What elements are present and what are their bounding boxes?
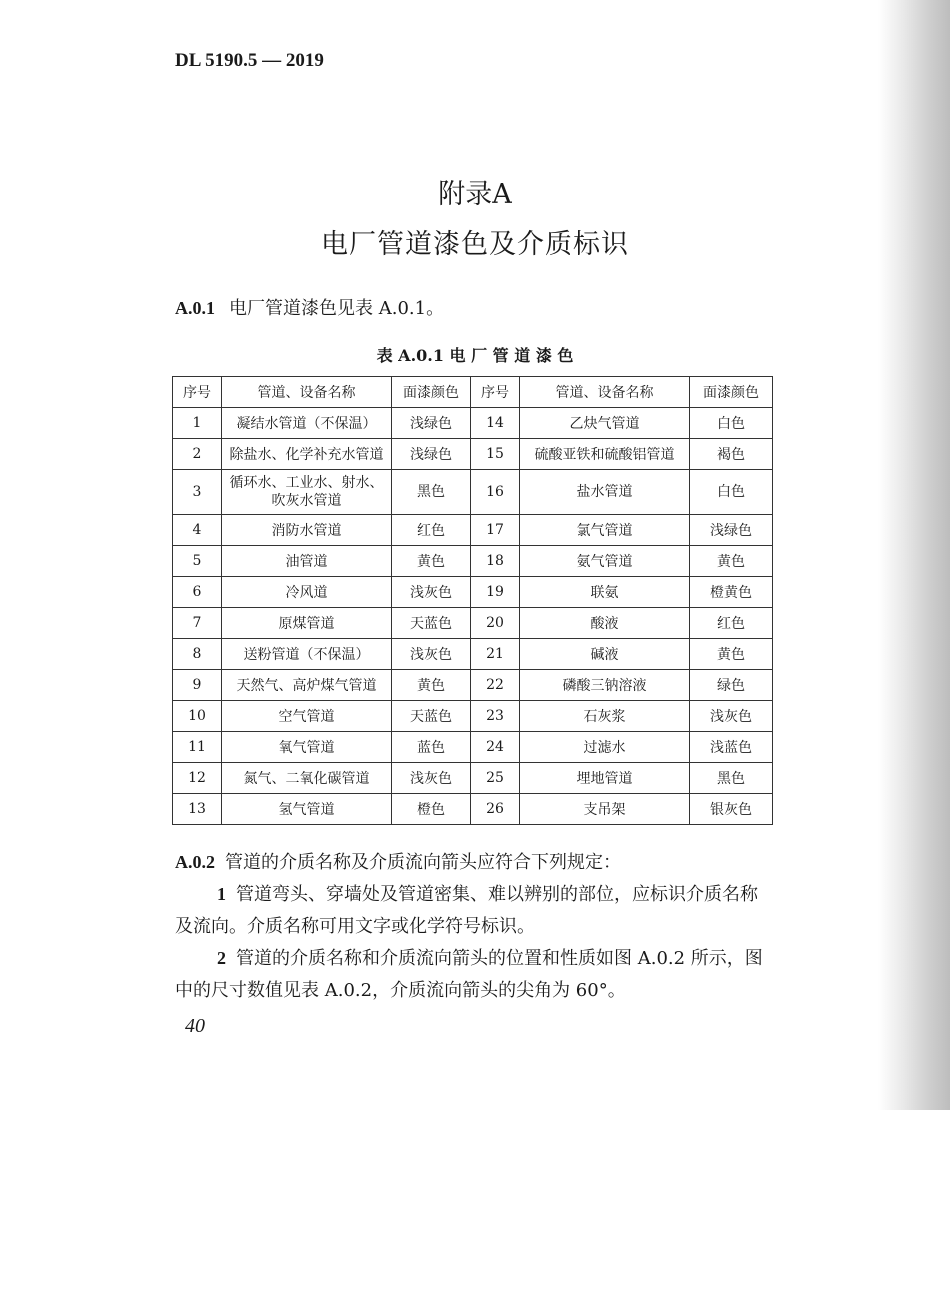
table-row: [173, 439, 773, 470]
header-cell: 序号: [173, 377, 222, 408]
table-cell: 浅蓝色: [690, 732, 773, 763]
table-cell: 空气管道: [222, 701, 392, 732]
table-row: [173, 470, 773, 515]
clause-item-1: [175, 878, 775, 943]
table-cell: 凝结水管道（不保温）: [222, 408, 392, 439]
header-cell: 面漆颜色: [392, 377, 471, 408]
page-number: 40: [185, 1015, 205, 1037]
table-cell: 油管道: [222, 546, 392, 577]
table-cell: 6: [173, 577, 222, 608]
table-cell: 支吊架: [520, 794, 690, 825]
table-cell: 氮气、二氧化碳管道: [222, 763, 392, 794]
table-cell: 21: [471, 639, 520, 670]
appendix-title: 电厂管道漆色及介质标识: [321, 229, 629, 260]
table-cell: 23: [471, 701, 520, 732]
table-cell: 氯气管道: [520, 515, 690, 546]
clause-item-2: [175, 942, 775, 1007]
item-number: 1: [217, 884, 226, 904]
table-caption: 表 A.0.1 电 厂 管 道 漆 色: [376, 346, 574, 365]
pipe-paint-table: [172, 376, 773, 825]
table-cell: 原煤管道: [222, 608, 392, 639]
table-cell: 消防水管道: [222, 515, 392, 546]
table-cell: 浅绿色: [392, 408, 471, 439]
table-cell: 5: [173, 546, 222, 577]
table-row: [173, 608, 773, 639]
table-row: [173, 763, 773, 794]
table-row: [173, 577, 773, 608]
table-header-row: [173, 377, 773, 408]
table-row: [173, 670, 773, 701]
table-cell: 埋地管道: [520, 763, 690, 794]
table-row: [173, 515, 773, 546]
table-cell: 银灰色: [690, 794, 773, 825]
table-cell: 浅灰色: [690, 701, 773, 732]
table-cell: 硫酸亚铁和硫酸铝管道: [520, 439, 690, 470]
table-cell: 7: [173, 608, 222, 639]
table-cell: 送粉管道（不保温）: [222, 639, 392, 670]
table-cell: 8: [173, 639, 222, 670]
table-cell: 黄色: [392, 546, 471, 577]
table-cell: 联氨: [520, 577, 690, 608]
table-cell: 15: [471, 439, 520, 470]
page-edge-shadow: [878, 0, 950, 1110]
table-cell: 26: [471, 794, 520, 825]
table-cell: 13: [173, 794, 222, 825]
table-cell: 黑色: [690, 763, 773, 794]
table-cell: 24: [471, 732, 520, 763]
table-cell: 1: [173, 408, 222, 439]
table-cell: 乙炔气管道: [520, 408, 690, 439]
clause-number: A.0.2: [175, 852, 215, 872]
table-cell: 2: [173, 439, 222, 470]
table-cell: 碱液: [520, 639, 690, 670]
table-cell: 循环水、工业水、射水、吹灰水管道: [222, 470, 392, 515]
table-cell: 石灰浆: [520, 701, 690, 732]
table-cell: 25: [471, 763, 520, 794]
clause-number: A.0.1: [175, 298, 215, 318]
table-cell: 除盐水、化学补充水管道: [222, 439, 392, 470]
table-cell: 红色: [690, 608, 773, 639]
table-row: [173, 408, 773, 439]
table-cell: 白色: [690, 470, 773, 515]
table-row: [173, 794, 773, 825]
standard-code: DL 5190.5 — 2019: [175, 50, 324, 71]
table-cell: 黄色: [392, 670, 471, 701]
table-cell: 白色: [690, 408, 773, 439]
table-cell: 橙色: [392, 794, 471, 825]
table-cell: 19: [471, 577, 520, 608]
table-cell: 14: [471, 408, 520, 439]
table-cell: 浅绿色: [690, 515, 773, 546]
table-cell: 12: [173, 763, 222, 794]
table-row: [173, 639, 773, 670]
table-cell: 氢气管道: [222, 794, 392, 825]
table-cell: 黄色: [690, 546, 773, 577]
table-cell: 红色: [392, 515, 471, 546]
clause-a01: [175, 294, 444, 320]
table-cell: 20: [471, 608, 520, 639]
table-row: [173, 546, 773, 577]
appendix-label: 附录A: [438, 179, 512, 210]
table-cell: 3: [173, 470, 222, 515]
header-cell: 管道、设备名称: [520, 377, 690, 408]
table-cell: 天然气、高炉煤气管道: [222, 670, 392, 701]
table-cell: 过滤水: [520, 732, 690, 763]
table-cell: 氨气管道: [520, 546, 690, 577]
table-cell: 11: [173, 732, 222, 763]
table-cell: 冷风道: [222, 577, 392, 608]
table-cell: 天蓝色: [392, 608, 471, 639]
table-cell: 磷酸三钠溶液: [520, 670, 690, 701]
item-number: 2: [217, 948, 226, 968]
table-cell: 橙黄色: [690, 577, 773, 608]
table-cell: 黄色: [690, 639, 773, 670]
table-cell: 22: [471, 670, 520, 701]
header-cell: 管道、设备名称: [222, 377, 392, 408]
clause-a02: [175, 846, 775, 879]
table-row: [173, 732, 773, 763]
item-text: 管道弯头、穿墙处及管道密集、难以辨别的部位，应标识介质名称及流向。介质名称可用文字或化学符号标识。: [175, 884, 758, 937]
table-cell: 浅灰色: [392, 639, 471, 670]
table-cell: 浅灰色: [392, 577, 471, 608]
table-cell: 褐色: [690, 439, 773, 470]
table-cell: 浅灰色: [392, 763, 471, 794]
table-cell: 蓝色: [392, 732, 471, 763]
table-cell: 10: [173, 701, 222, 732]
table-cell: 4: [173, 515, 222, 546]
clause-text: 管道的介质名称及介质流向箭头应符合下列规定：: [225, 852, 621, 873]
table-cell: 9: [173, 670, 222, 701]
table-cell: 16: [471, 470, 520, 515]
header-cell: 序号: [471, 377, 520, 408]
table-cell: 17: [471, 515, 520, 546]
table-cell: 18: [471, 546, 520, 577]
item-text: 管道的介质名称和介质流向箭头的位置和性质如图 A.0.2 所示，图中的尺寸数值见表 A.0.2，介质流向箭头的尖角为 60°。: [175, 948, 763, 1001]
table-cell: 浅绿色: [392, 439, 471, 470]
table-cell: 绿色: [690, 670, 773, 701]
table-cell: 天蓝色: [392, 701, 471, 732]
table-cell: 氧气管道: [222, 732, 392, 763]
table-row: [173, 701, 773, 732]
clause-text: 电厂管道漆色见表 A.0.1。: [229, 298, 445, 319]
table-cell: 黑色: [392, 470, 471, 515]
table-cell: 盐水管道: [520, 470, 690, 515]
table-cell: 酸液: [520, 608, 690, 639]
header-cell: 面漆颜色: [690, 377, 773, 408]
